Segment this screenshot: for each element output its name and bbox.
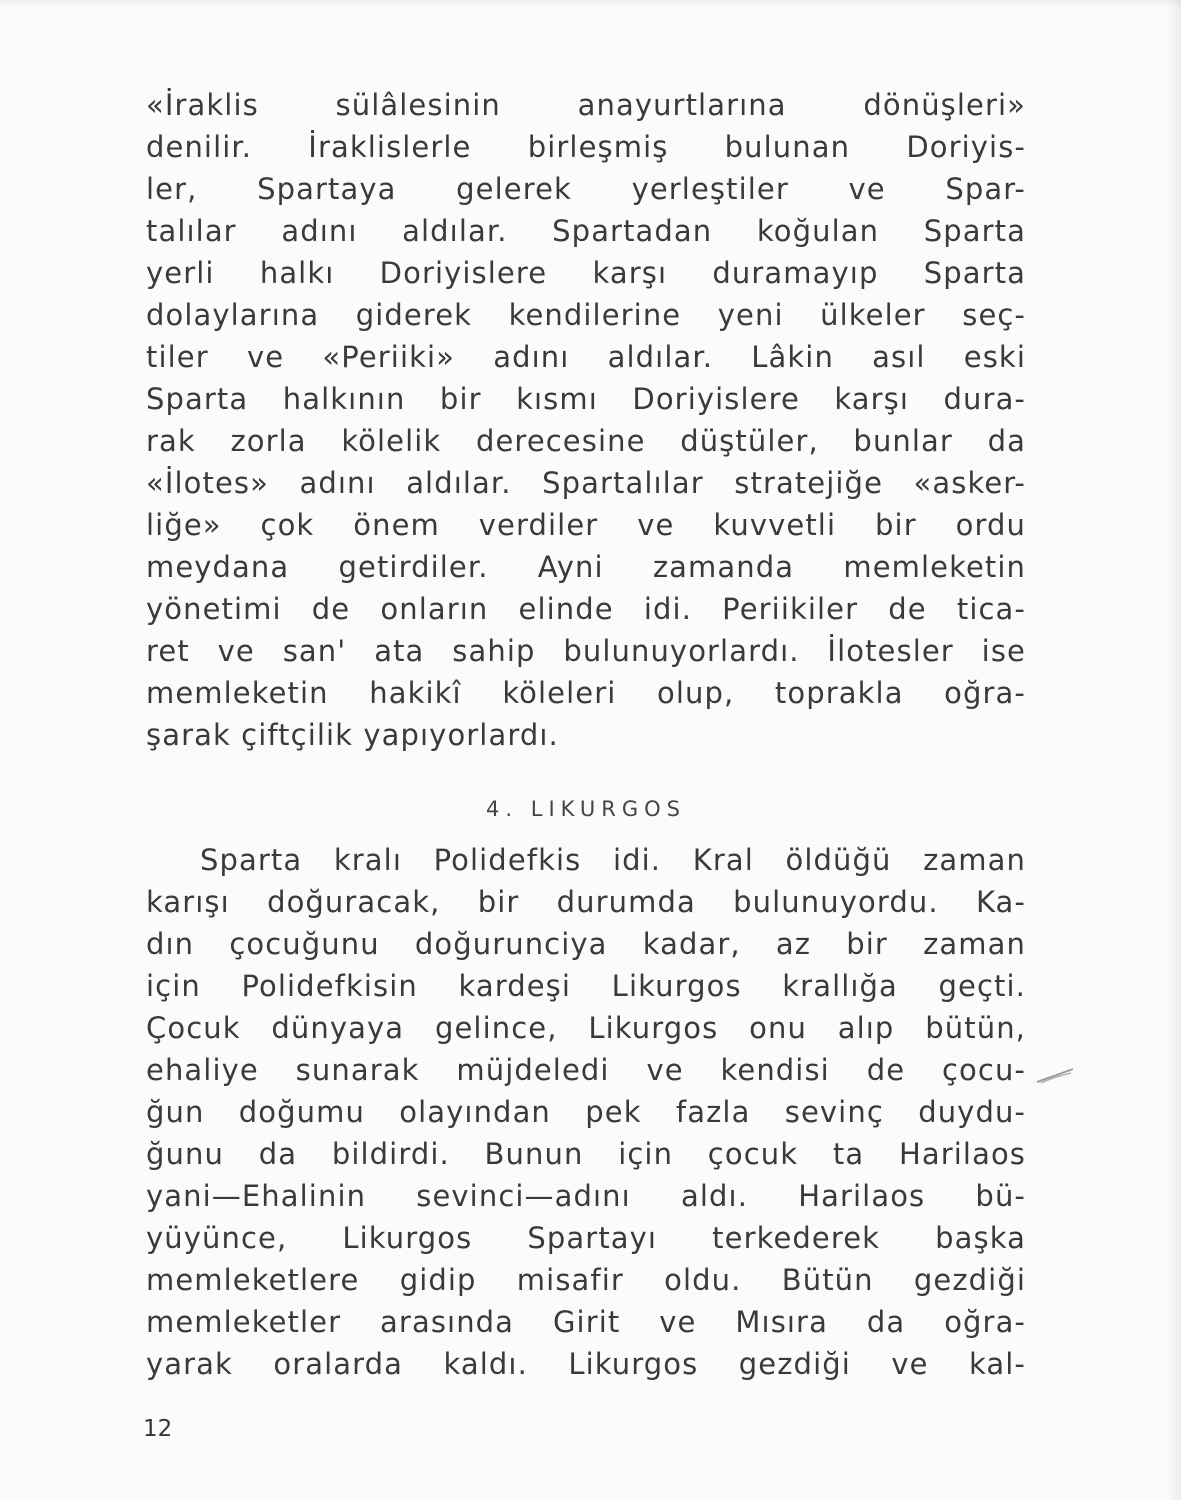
text-line: ehaliye sunarak müjdeledi ve kendisi de çocu- — [146, 1053, 1026, 1087]
text-line: memleketin hakikî köleleri olup, toprakla oğra- — [146, 676, 1026, 710]
text-line: Çocuk dünyaya gelince, Likurgos onu alıp bütün, — [146, 1011, 1026, 1045]
text-line: «İlotes» adını aldılar. Spartalılar strateji̇ğe «asker- — [146, 466, 1026, 500]
text-line: liğe» çok önem verdiler ve kuvvetli bir ordu — [146, 508, 1026, 542]
text-line: ler, Spartaya gelerek yerleştiler ve Spar- — [146, 172, 1026, 206]
text-line: memleketler arasında Girit ve Mısıra da oğra- — [146, 1305, 1026, 1339]
text-line: meydana getirdiler. Ayni zamanda memleketin — [146, 550, 1026, 584]
text-line: Sparta kralı Polidefkis idi. Kral öldüğü zaman — [200, 843, 1026, 877]
paragraph-1 — [146, 84, 1026, 756]
text-line: Sparta halkının bir kısmı Doriyislere karşı dura- — [146, 382, 1026, 416]
text-line: ğunu da bildirdi. Bunun için çocuk ta Harilaos — [146, 1137, 1026, 1171]
text-line: şarak çiftçilik yapıyorlardı. — [146, 718, 559, 752]
text-line: için Polidefkisin kardeşi Likurgos krallığa geçti. — [146, 969, 1026, 1003]
text-line: karışı doğuracak, bir durumda bulunuyordu. Ka- — [146, 885, 1026, 919]
section-heading: 4. LIKURGOS — [486, 797, 686, 821]
text-line: «İraklis sülâlesinin anayurtlarına dönüşleri» — [146, 88, 1026, 122]
text-line: memleketlere gidip misafir oldu. Bütün gezdiği — [146, 1263, 1026, 1297]
text-line: dolaylarına giderek kendilerine yeni ülkeler seç- — [146, 298, 1026, 332]
text-line: denilir. İraklislerle birleşmiş bulunan Doriyis- — [146, 130, 1026, 164]
text-line: talılar adını aldılar. Spartadan koğulan Sparta — [146, 214, 1026, 248]
text-line: yönetimi de onların elinde idi. Periikiler de tica- — [146, 592, 1026, 626]
text-line: yüyünce, Likurgos Spartayı terkederek başka — [146, 1221, 1026, 1255]
page-number: 12 — [143, 1416, 173, 1442]
text-line: yarak oralarda kaldı. Likurgos gezdiği ve kal- — [146, 1347, 1026, 1381]
text-line: yerli halkı Doriyislere karşı duramayıp Sparta — [146, 256, 1026, 290]
pencil-mark-icon — [1035, 1067, 1075, 1085]
text-line: rak zorla kölelik derecesine düştüler, bunlar da — [146, 424, 1026, 458]
scan-top-shadow — [0, 0, 1181, 8]
text-line: yani—Ehalinin sevinci—adını aldı. Harilaos bü- — [146, 1179, 1026, 1213]
text-line: ğun doğumu olayından pek fazla sevinç duydu- — [146, 1095, 1026, 1129]
text-line: tiler ve «Periiki» adını aldılar. Lâkin asıl eski — [146, 340, 1026, 374]
scan-right-shadow — [1167, 0, 1181, 1500]
text-line: dın çocuğunu doğurunciya kadar, az bir zaman — [146, 927, 1026, 961]
text-line: ret ve san' ata sahip bulunuyorlardı. İlotesler ise — [146, 634, 1026, 668]
paragraph-2 — [146, 839, 1026, 1385]
